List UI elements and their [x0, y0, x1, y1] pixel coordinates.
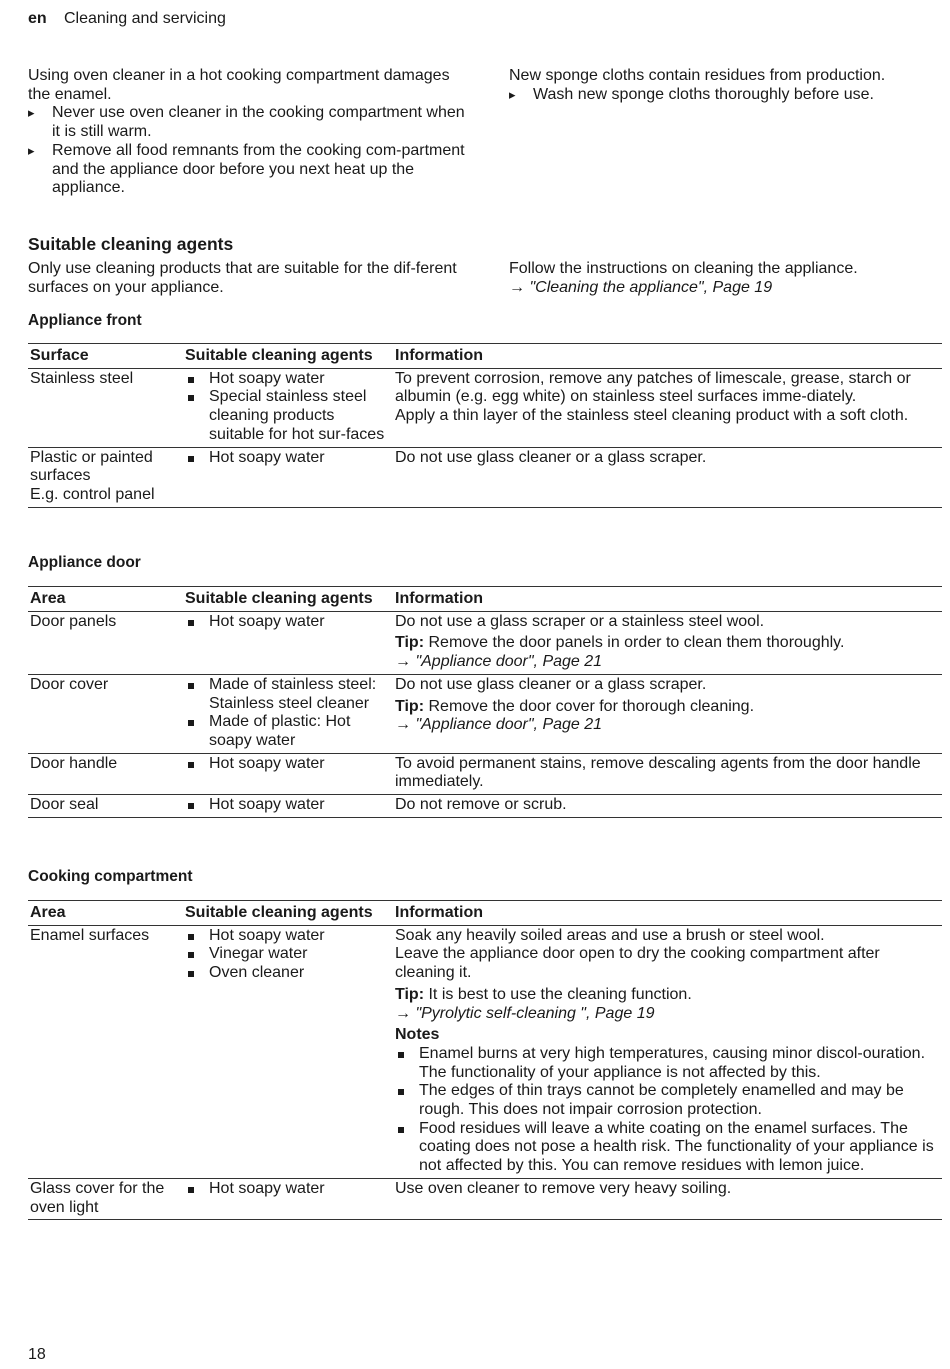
agents-cell: [183, 1178, 393, 1219]
tip-body: Remove the door panels in order to clean them thoroughly.: [428, 634, 845, 652]
info-text: Do not use glass cleaner or a glass scraper.: [395, 675, 707, 693]
agent-item: Made of plastic: Hot soapy water: [185, 713, 391, 750]
table-row: [28, 795, 942, 818]
tip-body: It is best to use the cleaning function.: [428, 985, 692, 1003]
agents-cell: [183, 447, 393, 507]
intro-left-bullet: ▸ Remove all food remnants from the cooking com-partment and the appliance door before you next heat up the appliance.: [28, 142, 468, 198]
notes-heading: Notes: [395, 1026, 440, 1044]
information-cell: Do not remove or scrub.: [395, 796, 567, 814]
surface-cell: Stainless steel: [30, 369, 134, 387]
table-header-row: [28, 587, 942, 612]
arrow-right-icon: →: [395, 1004, 411, 1022]
surface-cell: [28, 447, 183, 507]
note-item: Food residues will leave a white coating on the enamel surfaces. The coating does not pose a health risk. The functionality of your appliance is not affected by this. You can remove residues with lemon juice.: [395, 1120, 940, 1176]
agent-item: Hot soapy water: [185, 927, 391, 946]
tip-label: Tip:: [395, 634, 425, 652]
language-code: en: [28, 10, 47, 27]
area-cell: Enamel surfaces: [30, 926, 150, 944]
agents-cell: [183, 611, 393, 674]
appliance-door-link[interactable]: [395, 653, 940, 672]
column-header: Suitable cleaning agents: [185, 904, 373, 921]
arrow-right-icon: →: [395, 653, 411, 671]
column-header: Information: [395, 904, 483, 921]
follow-instructions-text: Follow the instructions on cleaning the appliance.: [509, 260, 858, 277]
agents-cell: [183, 753, 393, 794]
appliance-door-heading: Appliance door: [28, 554, 141, 571]
column-header: Suitable cleaning agents: [185, 590, 373, 607]
information-cell: Do not use glass cleaner or a glass scraper.: [395, 448, 707, 466]
column-header: Information: [395, 590, 483, 607]
table-row: [28, 925, 942, 1178]
information-cell: [393, 611, 942, 674]
suitable-agents-heading: Suitable cleaning agents: [28, 234, 234, 254]
intro-left-bullet: ▸ Never use oven cleaner in the cooking compartment when it is still warm.: [28, 104, 468, 141]
information-cell: Use oven cleaner to remove very heavy soiling.: [395, 1179, 732, 1197]
surface-name: Plastic or painted surfaces: [30, 448, 153, 485]
link-text: "Cleaning the appliance", Page 19: [529, 278, 773, 296]
link-text: "Appliance door", Page 21: [415, 653, 603, 671]
intro-left-block: [28, 67, 468, 198]
agents-cell: [183, 795, 393, 818]
information-cell: To avoid permanent stains, remove descaling agents from the door handle immediately.: [395, 754, 921, 791]
agents-cell: [183, 368, 393, 447]
tip-text: [395, 634, 940, 653]
agent-item: Vinegar water: [185, 945, 391, 964]
cleaning-appliance-link[interactable]: [509, 279, 929, 298]
page-number: 18: [28, 1346, 46, 1363]
table-row: [28, 447, 942, 507]
info-text: Apply a thin layer of the stainless steel cleaning product with a soft cloth.: [395, 407, 909, 425]
table-row: [28, 611, 942, 674]
information-cell: [393, 368, 942, 447]
agent-item: Made of stainless steel: Stainless steel cleaner: [185, 676, 391, 713]
surface-example: E.g. control panel: [30, 485, 155, 503]
appliance-front-heading: Appliance front: [28, 312, 142, 329]
appliance-door-link[interactable]: [395, 716, 940, 735]
column-header: Surface: [30, 347, 89, 364]
appliance-door-table: [28, 586, 942, 818]
area-cell: Door seal: [30, 796, 99, 814]
table-header-row: [28, 344, 942, 369]
information-cell: [393, 925, 942, 1178]
column-header: Area: [30, 904, 66, 921]
pyrolytic-link[interactable]: [395, 1005, 940, 1024]
intro-right-bullet: ▸ Wash new sponge cloths thoroughly before use.: [509, 86, 929, 105]
link-text: "Appliance door", Page 21: [415, 716, 603, 734]
agent-item: Oven cleaner: [185, 964, 391, 983]
column-header: Information: [395, 347, 483, 364]
agents-cell: [183, 925, 393, 1178]
enamel-warning-text: Using oven cleaner in a hot cooking compartment damages the enamel.: [28, 67, 450, 103]
info-text: To prevent corrosion, remove any patches of limescale, grease, starch or albumin (e.g. egg white) on stainless steel surfaces imme-diately.: [395, 369, 911, 406]
appliance-front-table: [28, 343, 942, 508]
agent-item: Hot soapy water: [185, 449, 391, 468]
arrow-right-icon: →: [395, 716, 411, 734]
cooking-compartment-heading: Cooking compartment: [28, 868, 193, 885]
link-text: "Pyrolytic self-cleaning ", Page 19: [415, 1004, 655, 1022]
note-item: The edges of thin trays cannot be completely enamelled and may be rough. This does not impair corrosion protection.: [395, 1082, 940, 1119]
intro-right-block: [509, 67, 929, 104]
section-title: Cleaning and servicing: [64, 10, 226, 27]
table-row: [28, 753, 942, 794]
tip-text: [395, 698, 940, 717]
agent-item: Hot soapy water: [185, 613, 391, 632]
table-row: [28, 368, 942, 447]
agent-item: Hot soapy water: [185, 1180, 391, 1199]
agent-item: Hot soapy water: [185, 755, 391, 774]
info-text: Do not use a glass scraper or a stainless steel wool.: [395, 612, 765, 630]
arrow-right-icon: →: [509, 278, 525, 296]
table-header-row: [28, 901, 942, 926]
agent-item: Hot soapy water: [185, 370, 391, 389]
cooking-compartment-table: [28, 900, 942, 1220]
suitable-agents-right: [509, 260, 929, 297]
tip-body: Remove the door cover for thorough cleaning.: [428, 697, 755, 715]
suitable-agents-text: Only use cleaning products that are suitable for the dif-ferent surfaces on your appliance.: [28, 260, 457, 296]
area-cell: Door handle: [30, 754, 118, 772]
agent-item: Special stainless steel cleaning products suitable for hot sur-faces: [185, 388, 391, 444]
column-header: Area: [30, 590, 66, 607]
tip-text: [395, 986, 940, 1005]
table-row: [28, 1178, 942, 1219]
information-cell: [393, 674, 942, 753]
sponge-warning-text: New sponge cloths contain residues from production.: [509, 67, 886, 84]
tip-label: Tip:: [395, 985, 425, 1003]
info-text: Soak any heavily soiled areas and use a brush or steel wool.: [395, 926, 825, 944]
note-item: Enamel burns at very high temperatures, causing minor discol-ouration. The functionality of your appliance is not affected by this.: [395, 1045, 940, 1082]
info-text: Leave the appliance door open to dry the cooking compartment after cleaning it.: [395, 945, 880, 982]
area-cell: Door panels: [30, 612, 117, 630]
table-row: [28, 674, 942, 753]
area-cell: Glass cover for the oven light: [30, 1179, 165, 1216]
column-header: Suitable cleaning agents: [185, 347, 373, 364]
area-cell: Door cover: [30, 675, 109, 693]
agents-cell: [183, 674, 393, 753]
tip-label: Tip:: [395, 697, 425, 715]
agent-item: Hot soapy water: [185, 796, 391, 815]
